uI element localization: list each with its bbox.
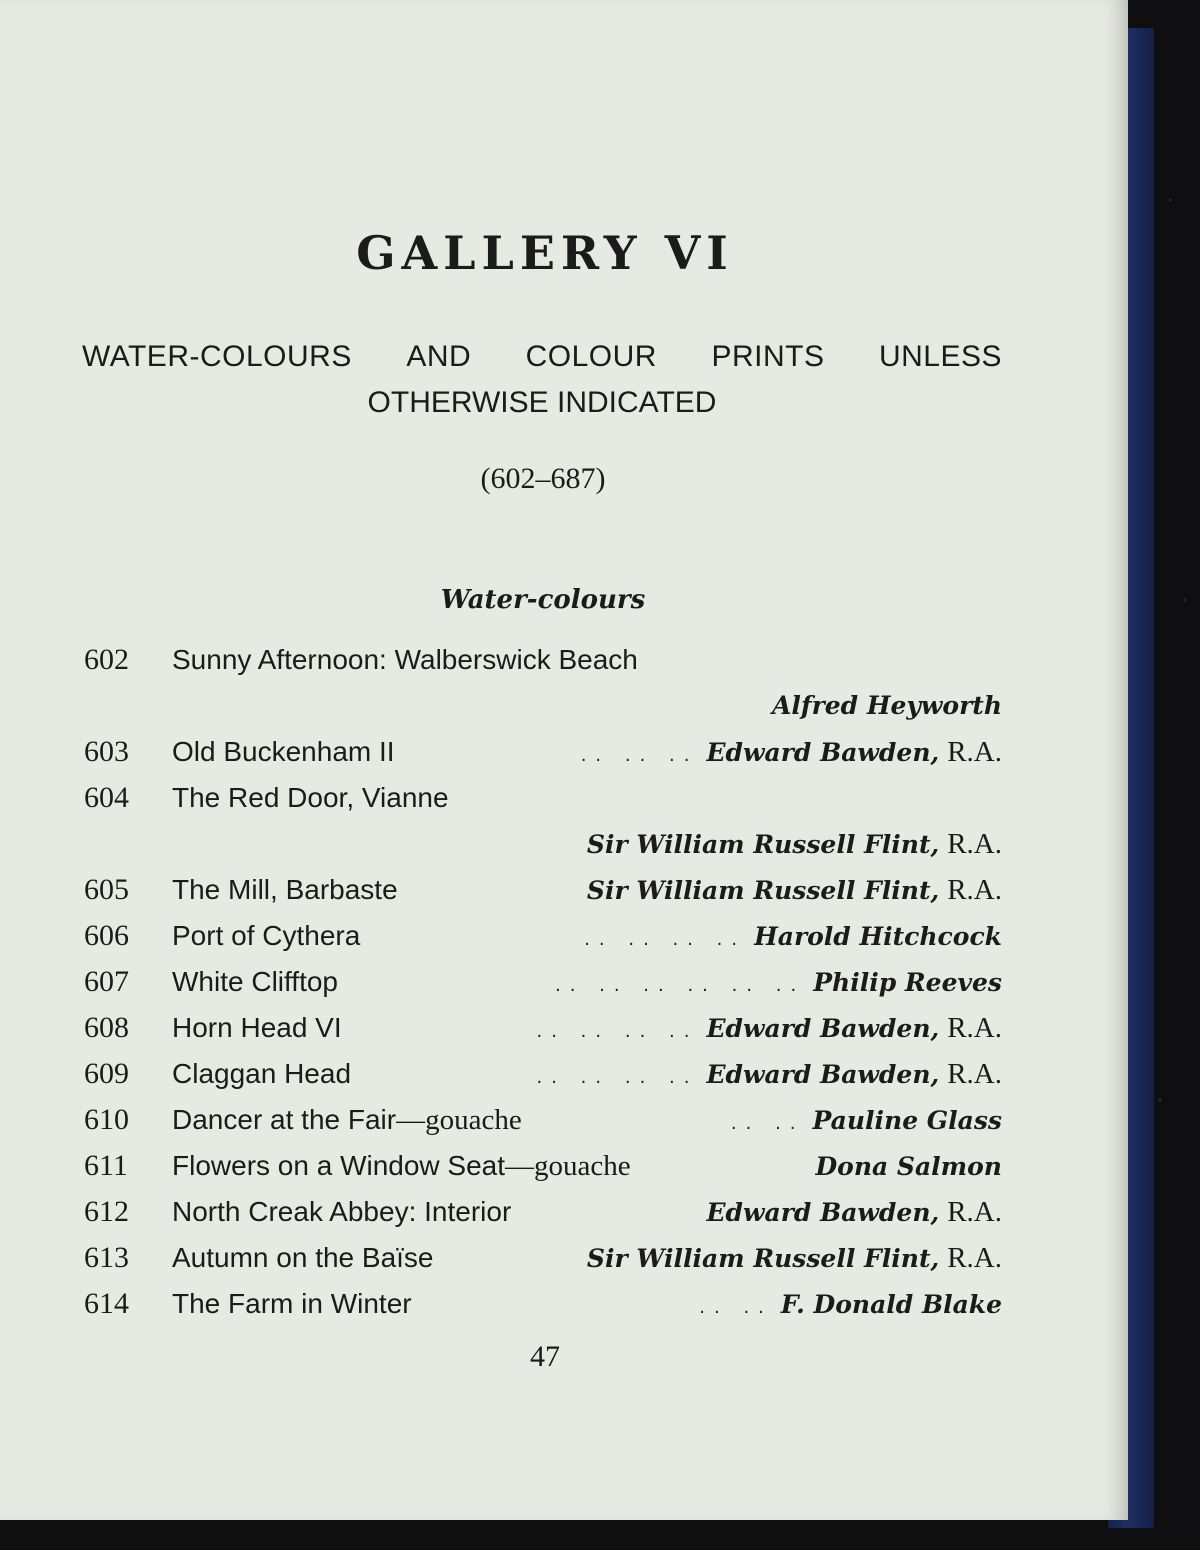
entry-number: 614 (84, 1287, 129, 1320)
entry-artist: Dona Salmon (815, 1152, 1002, 1181)
entry-artist-honour: R.A. (947, 874, 1002, 906)
entry-artist: Edward Bawden, (706, 1060, 940, 1089)
catalogue-number-range: (602–687) (480, 462, 606, 495)
entry-number: 608 (84, 1011, 129, 1044)
entry-title (172, 1097, 522, 1143)
entry-title (172, 1235, 434, 1281)
entry-artist-honour: R.A. (947, 1012, 1002, 1044)
entry-title-text: Dancer at the Fair (172, 1104, 397, 1135)
entry-artist: F. Donald Blake (780, 1290, 1002, 1319)
dot-leader: .. .. .. .. (584, 929, 747, 950)
subtitle-word: UNLESS (878, 340, 1002, 373)
entry-artist-honour: R.A. (947, 828, 1002, 860)
entry-title-text: North Creak Abbey: Interior (172, 1196, 512, 1227)
entry-number: 611 (84, 1149, 128, 1182)
entry-title-text: The Mill, Barbaste (172, 874, 398, 905)
entry-title-text: Flowers on a Window Seat (172, 1150, 506, 1181)
entry-title (172, 867, 398, 913)
catalogue-entry (84, 959, 1002, 1005)
entry-number: 613 (84, 1241, 129, 1274)
catalogue-list (84, 637, 1002, 1327)
entry-artist: Pauline Glass (812, 1106, 1002, 1135)
entry-title-text: Port of Cythera (172, 920, 361, 951)
entry-title (172, 913, 360, 959)
entry-title (172, 775, 449, 821)
subtitle-word: AND (406, 340, 472, 373)
subtitle-word: WATER-COLOURS (82, 340, 352, 373)
catalogue-entry (84, 1281, 1002, 1327)
entry-artist: Edward Bawden, (706, 738, 940, 767)
entry-medium: —gouache (505, 1150, 631, 1182)
entry-artist: Harold Hitchcock (754, 922, 1002, 951)
entry-number: 604 (84, 781, 129, 814)
catalogue-entry (84, 1235, 1002, 1281)
entry-title-text: Sunny Afternoon: Walberswick Beach (172, 644, 638, 675)
catalogue-entry (84, 775, 1002, 821)
catalogue-entry (84, 729, 1002, 775)
entry-number: 610 (84, 1103, 129, 1136)
entry-artist: Alfred Heyworth (771, 691, 1002, 720)
entry-artist: Sir William Russell Flint, (586, 830, 940, 859)
catalogue-entry (84, 867, 1002, 913)
gallery-subtitle (82, 334, 1002, 426)
entry-number: 602 (84, 643, 129, 676)
entry-title-text: Claggan Head (172, 1058, 352, 1089)
entry-title-text: The Red Door, Vianne (172, 782, 449, 813)
catalogue-entry (84, 1097, 1002, 1143)
entry-number: 612 (84, 1195, 129, 1228)
catalogue-entry-continuation (84, 683, 1002, 729)
subtitle-word: PRINTS (711, 340, 825, 373)
entry-medium: —gouache (396, 1104, 522, 1136)
entry-number: 605 (84, 873, 129, 906)
entry-number: 603 (84, 735, 129, 768)
catalogue-entry (84, 1005, 1002, 1051)
page-number: 47 (530, 1340, 560, 1373)
entry-artist-honour: R.A. (947, 736, 1002, 768)
entry-title (172, 729, 395, 775)
entry-title-text: The Farm in Winter (172, 1288, 412, 1319)
entry-artist: Philip Reeves (813, 968, 1002, 997)
entry-title-text: Horn Head VI (172, 1012, 342, 1043)
entry-title (172, 1005, 342, 1051)
subtitle-word: COLOUR (525, 340, 657, 373)
entry-number: 609 (84, 1057, 129, 1090)
dot-leader: .. .. .. .. .. .. (554, 975, 806, 996)
catalogue-entry-continuation (84, 821, 1002, 867)
entry-title (172, 959, 338, 1005)
entry-title-text: White Clifftop (172, 966, 338, 997)
entry-title (172, 1189, 511, 1235)
gallery-heading: GALLERY VI (356, 226, 734, 280)
dot-leader: .. .. .. .. (536, 1067, 699, 1088)
catalogue-entry (84, 1051, 1002, 1097)
catalogue-entry (84, 1143, 1002, 1189)
entry-number: 606 (84, 919, 129, 952)
entry-artist: Edward Bawden, (706, 1014, 940, 1043)
entry-title-text: Autumn on the Baïse (172, 1242, 434, 1273)
entry-title (172, 1281, 412, 1327)
dot-leader: .. .. (699, 1297, 773, 1318)
catalogue-entry (84, 637, 1002, 683)
subtitle-line-1 (82, 334, 1002, 380)
entry-title (172, 1143, 631, 1189)
entry-artist: Sir William Russell Flint, (586, 876, 940, 905)
entry-title-text: Old Buckenham II (172, 736, 395, 767)
catalogue-entry (84, 913, 1002, 959)
subtitle-line-2: OTHERWISE INDICATED (367, 386, 717, 419)
entry-artist-honour: R.A. (947, 1196, 1002, 1228)
dot-leader: .. .. (730, 1113, 805, 1134)
entry-title (172, 1051, 351, 1097)
entry-artist-honour: R.A. (947, 1058, 1002, 1090)
entry-artist-honour: R.A. (947, 1242, 1002, 1274)
dot-leader: .. .. .. (580, 745, 699, 766)
entry-number: 607 (84, 965, 129, 998)
entry-artist: Sir William Russell Flint, (586, 1244, 940, 1273)
entry-title (172, 637, 638, 683)
entry-artist: Edward Bawden, (706, 1198, 940, 1227)
catalogue-entry (84, 1189, 1002, 1235)
section-heading: Water-colours (440, 585, 646, 615)
dot-leader: .. .. .. .. (536, 1021, 699, 1042)
